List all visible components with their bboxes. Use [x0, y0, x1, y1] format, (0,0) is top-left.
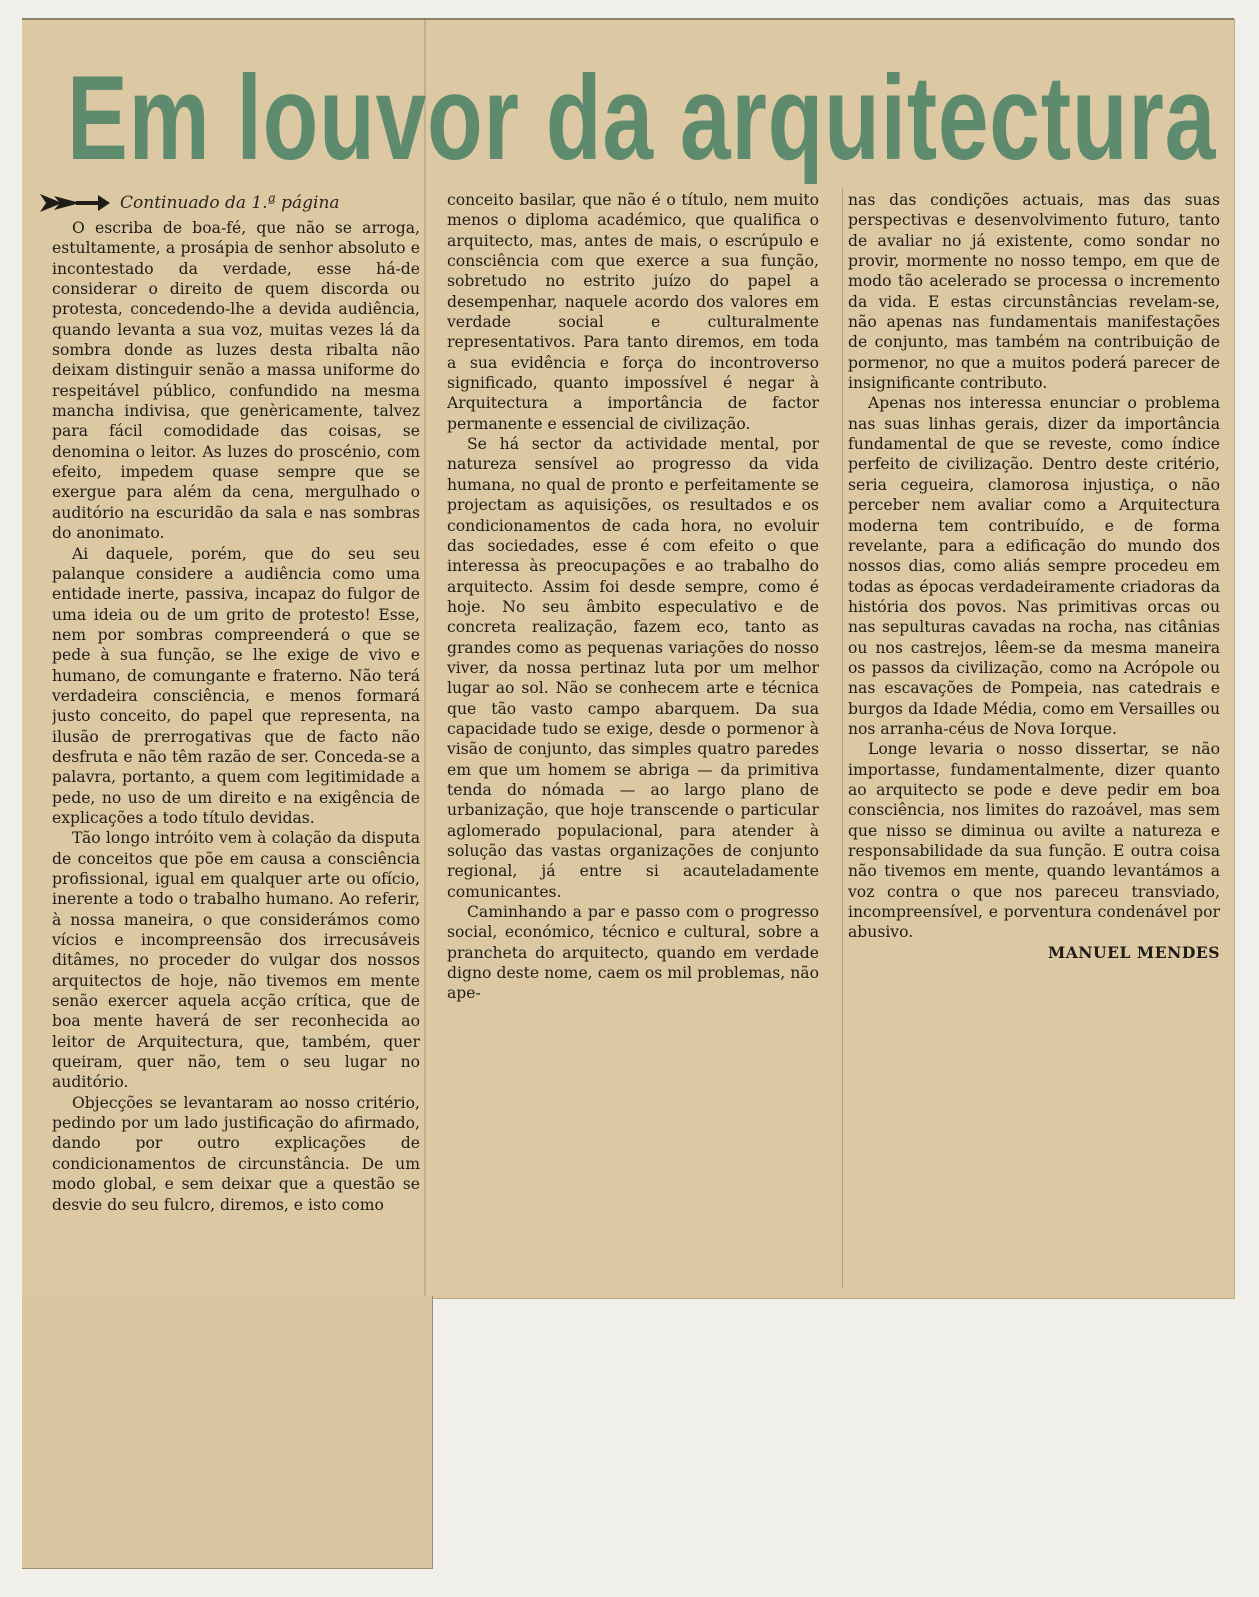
- paragraph: Longe levaria o nosso dissertar, se não importasse, fundamentalmente, dizer quanto ao arquitecto se pode e deve pedir em boa consciência, nos limites do razoável, mas sem que nisso se diminua ou avilte a natureza e responsabilidade da sua função. E outra coisa não tivemos em mente, quando levantámos a voz contra o que nos pareceu transviado, incompreensível, e porventura condenável por abusivo.: [848, 740, 1220, 942]
- paragraph: O escriba de boa-fé, que não se arroga, estultamente, a prosápia de senhor absoluto e incontestado da verdade, esse há-de considerar o direito de quem discorda ou protesta, concedendo-lhe a devida audiência, quando levanta a sua voz, muitas vezes lá da sombra donde as luzes desta ribalta não deixam distinguir senão a massa uniforme do respeitável público, confundido na mesma mancha indivisa, que genèricamente, talvez para fácil comodidade das coisas, se denomina o leitor. As luzes do proscénio, com efeito, impedem quase sempre que se exergue para além da cena, mergulhado o auditório na escuridão da sala e nas sombras do anonimato.: [52, 219, 420, 543]
- fold-crease: [424, 18, 426, 1296]
- article-column-2: [447, 190, 819, 1280]
- paragraph: Apenas nos interessa enunciar o problema nas suas linhas gerais, dizer da importância fundamental de que se reveste, como índice perfeito de civilização. Dentro deste critério, seria cegueira, clamorosa injustiça, o não perceber nem avaliar como a Arquitectura moderna tem contribuído, e de forma revelante, para a edificação do mundo dos nossos dias, como aliás sempre procedeu em todas as épocas verdadeiramente criadoras da história dos povos. Nas primitivas orcas ou nas sepulturas cavadas na rocha, nas citânias ou nos castrejos, lêem-se da mesma maneira os passos da civilização, como na Acrópole ou nas escavações de Pompeia, nas catedrais e burgos da Idade Média, como em Versailles ou nos arranha-céus de Nova Iorque.: [848, 394, 1220, 738]
- continuation-note: Continuado da 1.ª página: [120, 193, 340, 213]
- headline: Em louvor da arquitectura: [67, 51, 1217, 185]
- paragraph: Tão longo intróito vem à colação da disputa de conceitos que põe em causa a consciência profissional, igual em qualquer arte ou ofício, inerente a todo o trabalho humano. Ao referir, à nossa maneira, o que considerámos como vícios e incompreensão dos irrecusáveis ditâmes, no proceder do vulgar dos nossos arquitectos de hoje, não tivemos em mente senão exercer aquela acção crítica, que de boa mente haverá de ser reconhecida ao leitor de Arquitectura, que, também, quer queiram, quer não, tem o seu lugar no auditório.: [52, 829, 420, 1092]
- article-column-1: [52, 218, 420, 1563]
- paragraph: conceito basilar, que não é o título, nem muito menos o diploma académico, que qualifica o arquitecto, mas, antes de mais, o escrúpulo e consciência com que exerce a sua função, sobretudo no estrito juízo do papel a desempenhar, naquele acordo dos valores em verdade social e culturalmente representativos. Para tanto diremos, em toda a sua evidência e força do incontroverso significado, quanto impossível é negar à Arquitectura a importância de factor permanente e essencial de civilização.: [447, 191, 819, 433]
- paragraph: Ai daquele, porém, que do seu seu palanque considere a audiência como uma entidade inerte, passiva, incapaz do fulgor de uma ideia ou de um grito de protesto! Esse, nem por sombras compreenderá o que se pede à sua função, se lhe exige de vivo e humano, de comungante e fraterno. Não terá verdadeira consciência, e menos formará justo conceito, do papel que representa, na ilusão de prerrogativas que de facto não desfruta e não têm razão de ser. Conceda-se a palavra, portanto, a quem com legitimidade a pede, no uso de um direito e na exigência de explicações a todo título devidas.: [52, 544, 420, 827]
- article-column-3: [848, 190, 1220, 1280]
- paragraph: Objecções se levantaram ao nosso critério, pedindo por um lado justificação do afirmado, dando por outro explicações de condicionamentos de circunstância. De um modo global, e sem deixar que a questão se desvie do seu fulcro, diremos, e isto como: [52, 1093, 420, 1214]
- author-signature: MANUEL MENDES: [1047, 942, 1220, 962]
- arrow-icon: [40, 190, 110, 216]
- paragraph: Se há sector da actividade mental, por natureza sensível ao progresso da vida humana, no qual de pronto e perfeitamente se projectam as aquisições, os resultados e os condicionamentos de cada hora, no evoluir das sociedades, esse é com efeito o que interessa às preocupações e ao trabalho do arquitecto. Assim foi desde sempre, como é hoje. No seu âmbito especulativo e de concreta realização, fazem eco, tanto as grandes como as pequenas variações do nosso viver, da nossa pertinaz luta por um melhor lugar ao sol. Não se conhecem arte e técnica que tão vasto campo abarquem. Da sua capacidade tudo se exige, desde o pormenor à visão de conjunto, das simples quatro paredes em que um homem se abriga — da primitiva tenda do nómada — ao largo plano de urbanização, que hoje transcende o particular aglomerado populacional, para atender à solução das vastas organizações de conjunto regional, já entre si acauteladamente comunicantes.: [447, 435, 819, 901]
- paragraph: nas das condições actuais, mas das suas perspectivas e desenvolvimento futuro, tanto de avaliar no já existente, como sondar no provir, mormente no nosso tempo, em que de modo tão acelerado se processa o incremento da vida. E estas circunstâncias revelam-se, não apenas nas fundamentais manifestações de conjunto, mas também na contribuição de pormenor, no que a muitos poderá parecer de insignificante contributo.: [848, 191, 1220, 393]
- continuation-line: [40, 188, 420, 218]
- column-rule: [842, 188, 843, 1288]
- newspaper-clipping: [22, 18, 1234, 1568]
- paragraph: Caminhando a par e passo com o progresso social, económico, técnico e cultural, sobre a prancheta do arquitecto, quando em verdade digno deste nome, caem os mil problemas, não ape-: [447, 903, 819, 1003]
